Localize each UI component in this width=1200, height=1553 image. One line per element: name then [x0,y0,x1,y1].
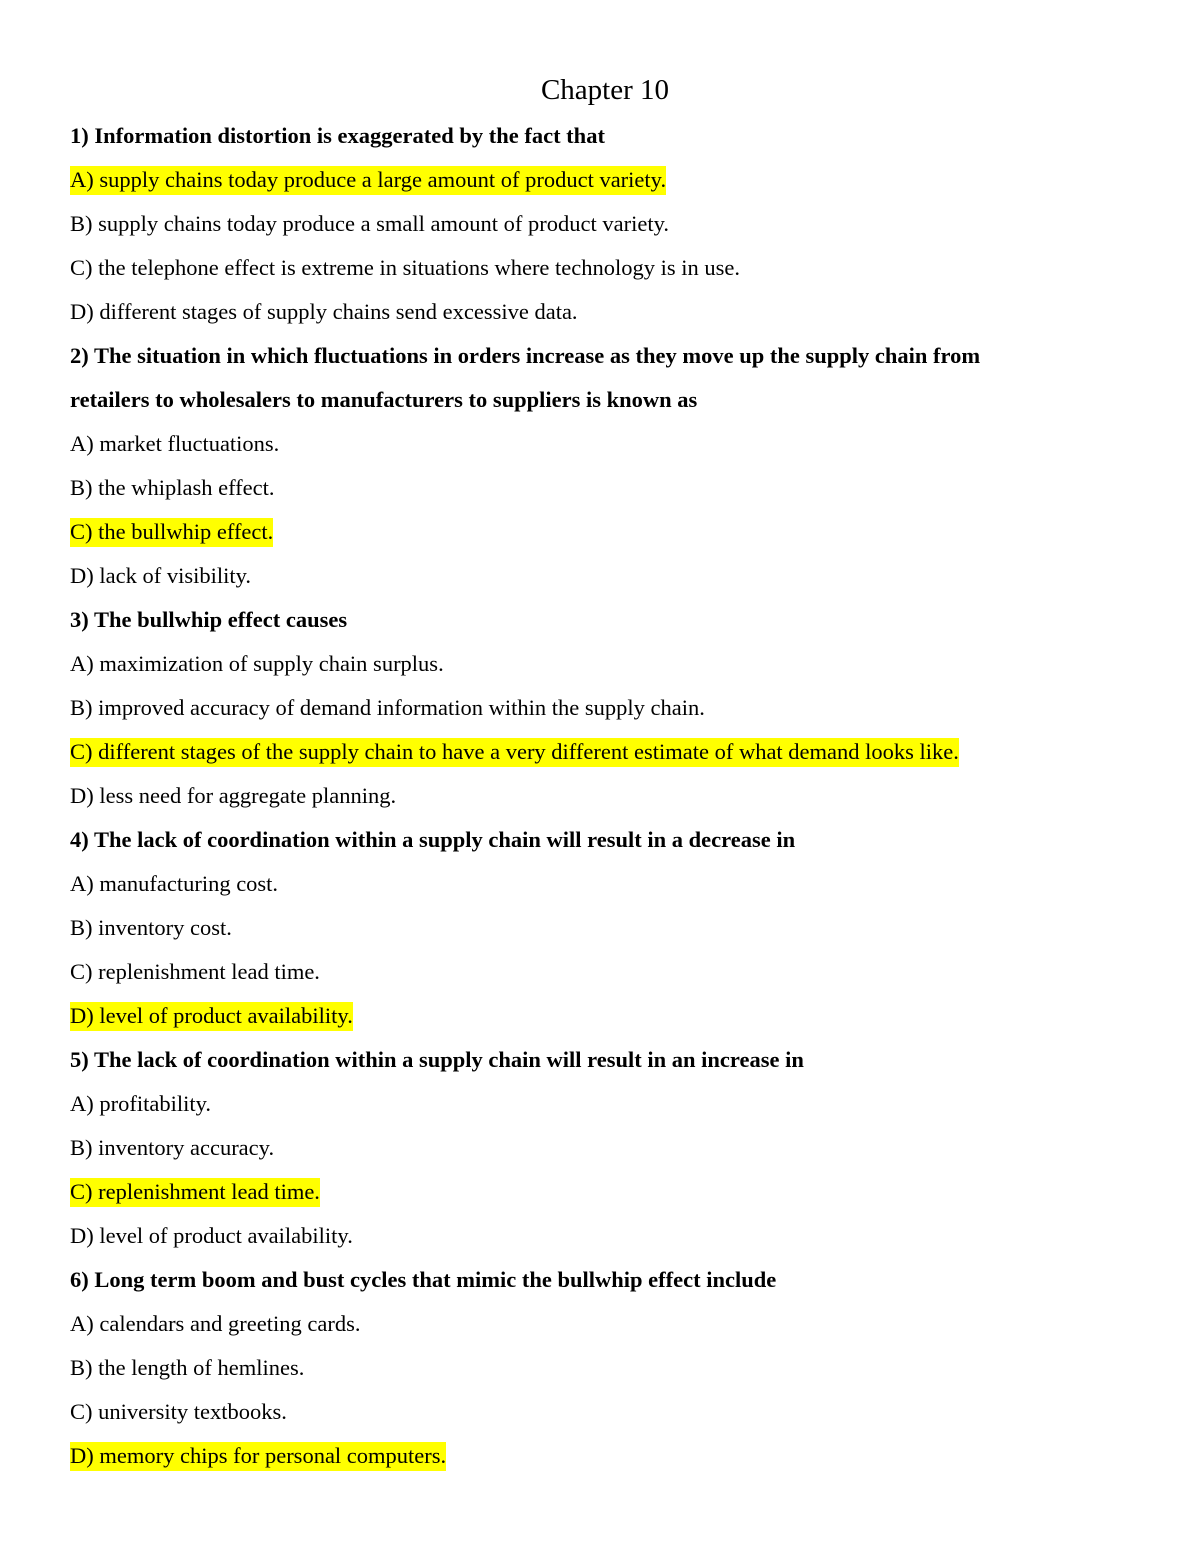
answer-option: B) improved accuracy of demand information within the supply chain. [70,695,705,720]
question-block [70,334,1140,598]
correct-answer-highlight: D) memory chips for personal computers. [70,1442,446,1471]
question-prompt: 1) Information distortion is exaggerated by the fact that [70,123,605,148]
question-prompt: 5) The lack of coordination within a supply chain will result in an increase in [70,1047,804,1072]
correct-answer-highlight: C) different stages of the supply chain to have a very different estimate of what demand looks like. [70,738,959,767]
answer-option [70,510,1140,554]
answer-option: B) inventory accuracy. [70,1135,275,1160]
answer-option: B) supply chains today produce a small amount of product variety. [70,211,670,236]
answer-option: D) lack of visibility. [70,563,252,588]
answer-option [70,994,1140,1038]
question-prompt: 6) Long term boom and bust cycles that mimic the bullwhip effect include [70,1267,777,1292]
answer-option: B) the whiplash effect. [70,475,275,500]
question-prompt-continued: retailers to wholesalers to manufacturers to suppliers is known as [70,387,698,412]
answer-option: B) the length of hemlines. [70,1355,305,1380]
question-prompt: 3) The bullwhip effect causes [70,607,348,632]
question-prompt: 4) The lack of coordination within a supply chain will result in a decrease in [70,827,796,852]
answer-option: D) level of product availability. [70,1223,353,1248]
answer-option: D) less need for aggregate planning. [70,783,397,808]
question-block [70,114,1140,334]
question-block [70,598,1140,818]
question-prompt: 2) The situation in which fluctuations in orders increase as they move up the supply chain from [70,343,981,368]
answer-option: C) replenishment lead time. [70,959,320,984]
answer-option: C) university textbooks. [70,1399,287,1424]
answer-option [70,1434,1140,1478]
question-block [70,1038,1140,1258]
answer-option: C) the telephone effect is extreme in situations where technology is in use. [70,255,741,280]
question-block [70,818,1140,1038]
correct-answer-highlight: C) the bullwhip effect. [70,518,273,547]
answer-option: A) manufacturing cost. [70,871,279,896]
answer-option: D) different stages of supply chains send excessive data. [70,299,578,324]
correct-answer-highlight: D) level of product availability. [70,1002,353,1031]
question-block [70,1258,1140,1478]
correct-answer-highlight: C) replenishment lead time. [70,1178,320,1207]
answer-option [70,1170,1140,1214]
correct-answer-highlight: A) supply chains today produce a large amount of product variety. [70,166,666,195]
answer-option: A) market fluctuations. [70,431,280,456]
answer-option: A) profitability. [70,1091,212,1116]
answer-option [70,730,1140,774]
answer-option [70,158,1140,202]
answer-option: B) inventory cost. [70,915,232,940]
chapter-title: Chapter 10 [540,74,670,106]
answer-option: A) calendars and greeting cards. [70,1311,361,1336]
answer-option: A) maximization of supply chain surplus. [70,651,444,676]
